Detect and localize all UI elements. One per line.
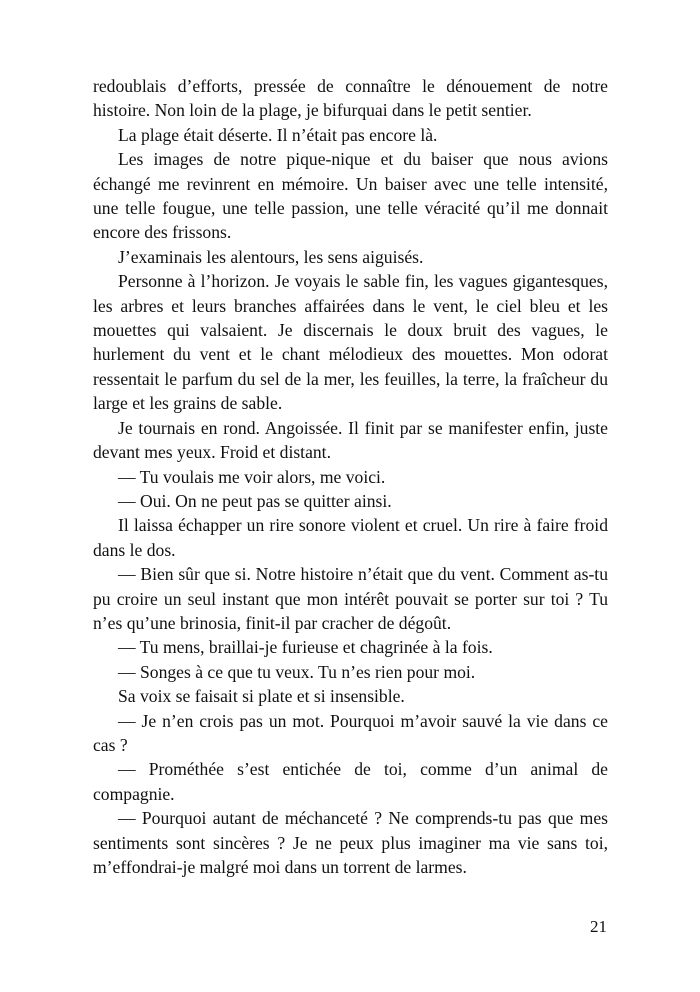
page-text: [93, 74, 608, 879]
dialogue-line: — Songes à ce que tu veux. Tu n’es rien pour moi.: [118, 661, 476, 682]
paragraph: La plage était déserte. Il n’était pas encore là.: [118, 124, 438, 145]
dialogue-line: — Oui. On ne peut pas se quitter ainsi.: [118, 490, 392, 511]
dialogue-line: — Pourquoi autant de méchanceté ? Ne comprends-tu pas que mes sentiments sont sincères ? Je ne peux plus imaginer ma vie sans toi, m’effondrai-je malgré moi dans un torrent de larmes.: [93, 808, 608, 877]
dialogue-line: — Tu voulais me voir alors, me voici.: [118, 466, 386, 487]
dialogue-line: — Je n’en crois pas un mot. Pourquoi m’avoir sauvé la vie dans ce cas ?: [93, 710, 608, 755]
dialogue-line: — Bien sûr que si. Notre histoire n’était que du vent. Comment as-tu pu croire un seul instant que mon intérêt pouvait se porter sur toi ? Tu n’es qu’une brinosia, finit-il par cracher de dégoût.: [93, 564, 608, 633]
paragraph: Sa voix se faisait si plate et si insensible.: [118, 686, 405, 707]
paragraph: J’examinais les alentours, les sens aiguisés.: [118, 246, 424, 267]
dialogue-line: — Tu mens, braillai-je furieuse et chagrinée à la fois.: [118, 637, 493, 658]
paragraph: Je tournais en rond. Angoissée. Il finit par se manifester enfin, juste devant mes yeux. Froid et distant.: [93, 417, 608, 463]
paragraph: Les images de notre pique-nique et du baiser que nous avions échangé me revinrent en mémoire. Un baiser avec une telle intensité, une telle fougue, une telle passion, une telle véracité qu’il me donnait encore des frissons.: [93, 149, 608, 243]
page-number: 21: [590, 917, 607, 936]
paragraph: Il laissa échapper un rire sonore violent et cruel. Un rire à faire froid dans le dos.: [93, 515, 608, 560]
paragraph: Personne à l’horizon. Je voyais le sable fin, les vagues gigantesques, les arbres et leurs branches affairées dans le vent, le ciel bleu et les mouettes qui valsaient. Je discernais le doux bruit des vagues, le hurlement du vent et le chant mélodieux des mouettes. Mon odorat ressentait le parfum du sel de la mer, les feuilles, la terre, la fraîcheur du large et les grains de sable.: [93, 271, 608, 414]
dialogue-line: — Prométhée s’est entichée de toi, comme d’un animal de compagnie.: [93, 759, 608, 804]
paragraph: redoublais d’efforts, pressée de connaître le dénouement de notre histoire. Non loin de la plage, je bifurquai dans le petit sentier.: [93, 76, 608, 121]
